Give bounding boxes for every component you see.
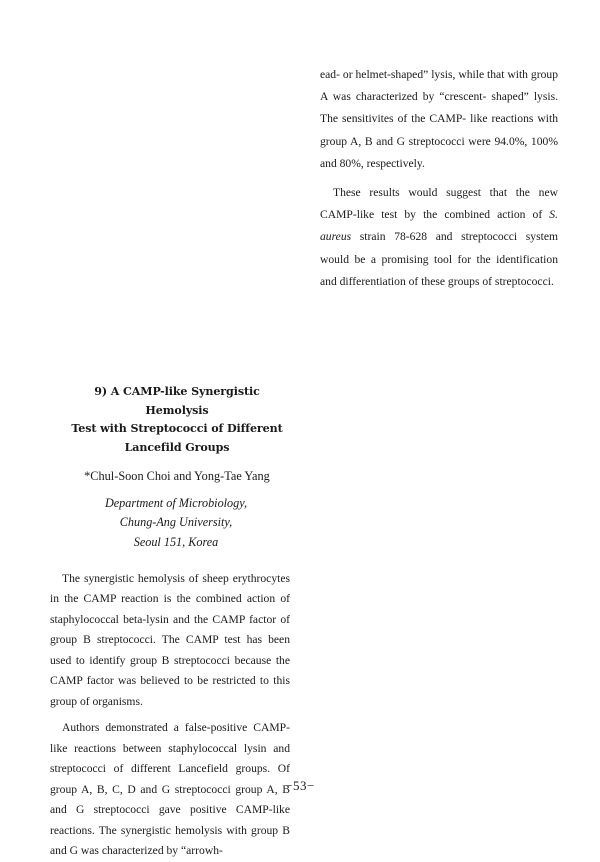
page-number: −53− (285, 778, 315, 793)
species-name: S. aureus (320, 208, 558, 244)
continuation-paragraph: ead- or helmet-shaped” lysis, while that with group A was characterized by “crescent- shaped” lysis. The sensitivites of the CAMP- like reactions with group A, B and G streptococci were 94.0%, 100% and 80%, respectively. (320, 68, 558, 170)
article-title (64, 383, 290, 458)
abstract-paragraph-1: The synergistic hemolysis of sheep erythrocytes in the CAMP reaction is the combined action of staphylococcal beta-lysin and the CAMP factor of group B streptococci. The CAMP test has been used to identify group B streptococci because the CAMP factor was believed to be restricted to this group of organisms. (50, 571, 290, 708)
affiliation-line: Seoul 151, Korea (133, 535, 219, 549)
title-line: Lancefild Groups (124, 441, 230, 455)
title-line: Test with Streptococci of Different (71, 422, 283, 436)
affiliation-line: Chung-Ang University, (119, 515, 233, 530)
affiliation-line: Department of Microbiology, (104, 495, 248, 510)
affiliation (62, 494, 290, 553)
conclusion-text-start: These results would suggest that the new CAMP-like test by the combined action of (320, 186, 558, 222)
authors: *Chul-Soon Choi and Yong-Tae Yang (84, 468, 270, 483)
title-line: 9) A CAMP-like Synergistic Hemolysis (94, 385, 260, 417)
abstract-body (50, 569, 290, 862)
right-column (320, 64, 558, 293)
conclusion-text-end: strain 78-628 and streptococci system would be a promising tool for the identification and differentiation of these groups of streptococci. (320, 230, 558, 288)
abstract-paragraph-2: Authors demonstrated a false-positive CAMP-like reactions between staphylococcal lysin and streptococci of different Lancefield groups. Of group A, B, C, D and G streptococci group A, B and G streptococci gave positive CAMP-like reactions. The synergistic hemolysis with group B and G was characterized by “arrowh- (50, 721, 290, 858)
conclusion-paragraph (320, 182, 558, 293)
